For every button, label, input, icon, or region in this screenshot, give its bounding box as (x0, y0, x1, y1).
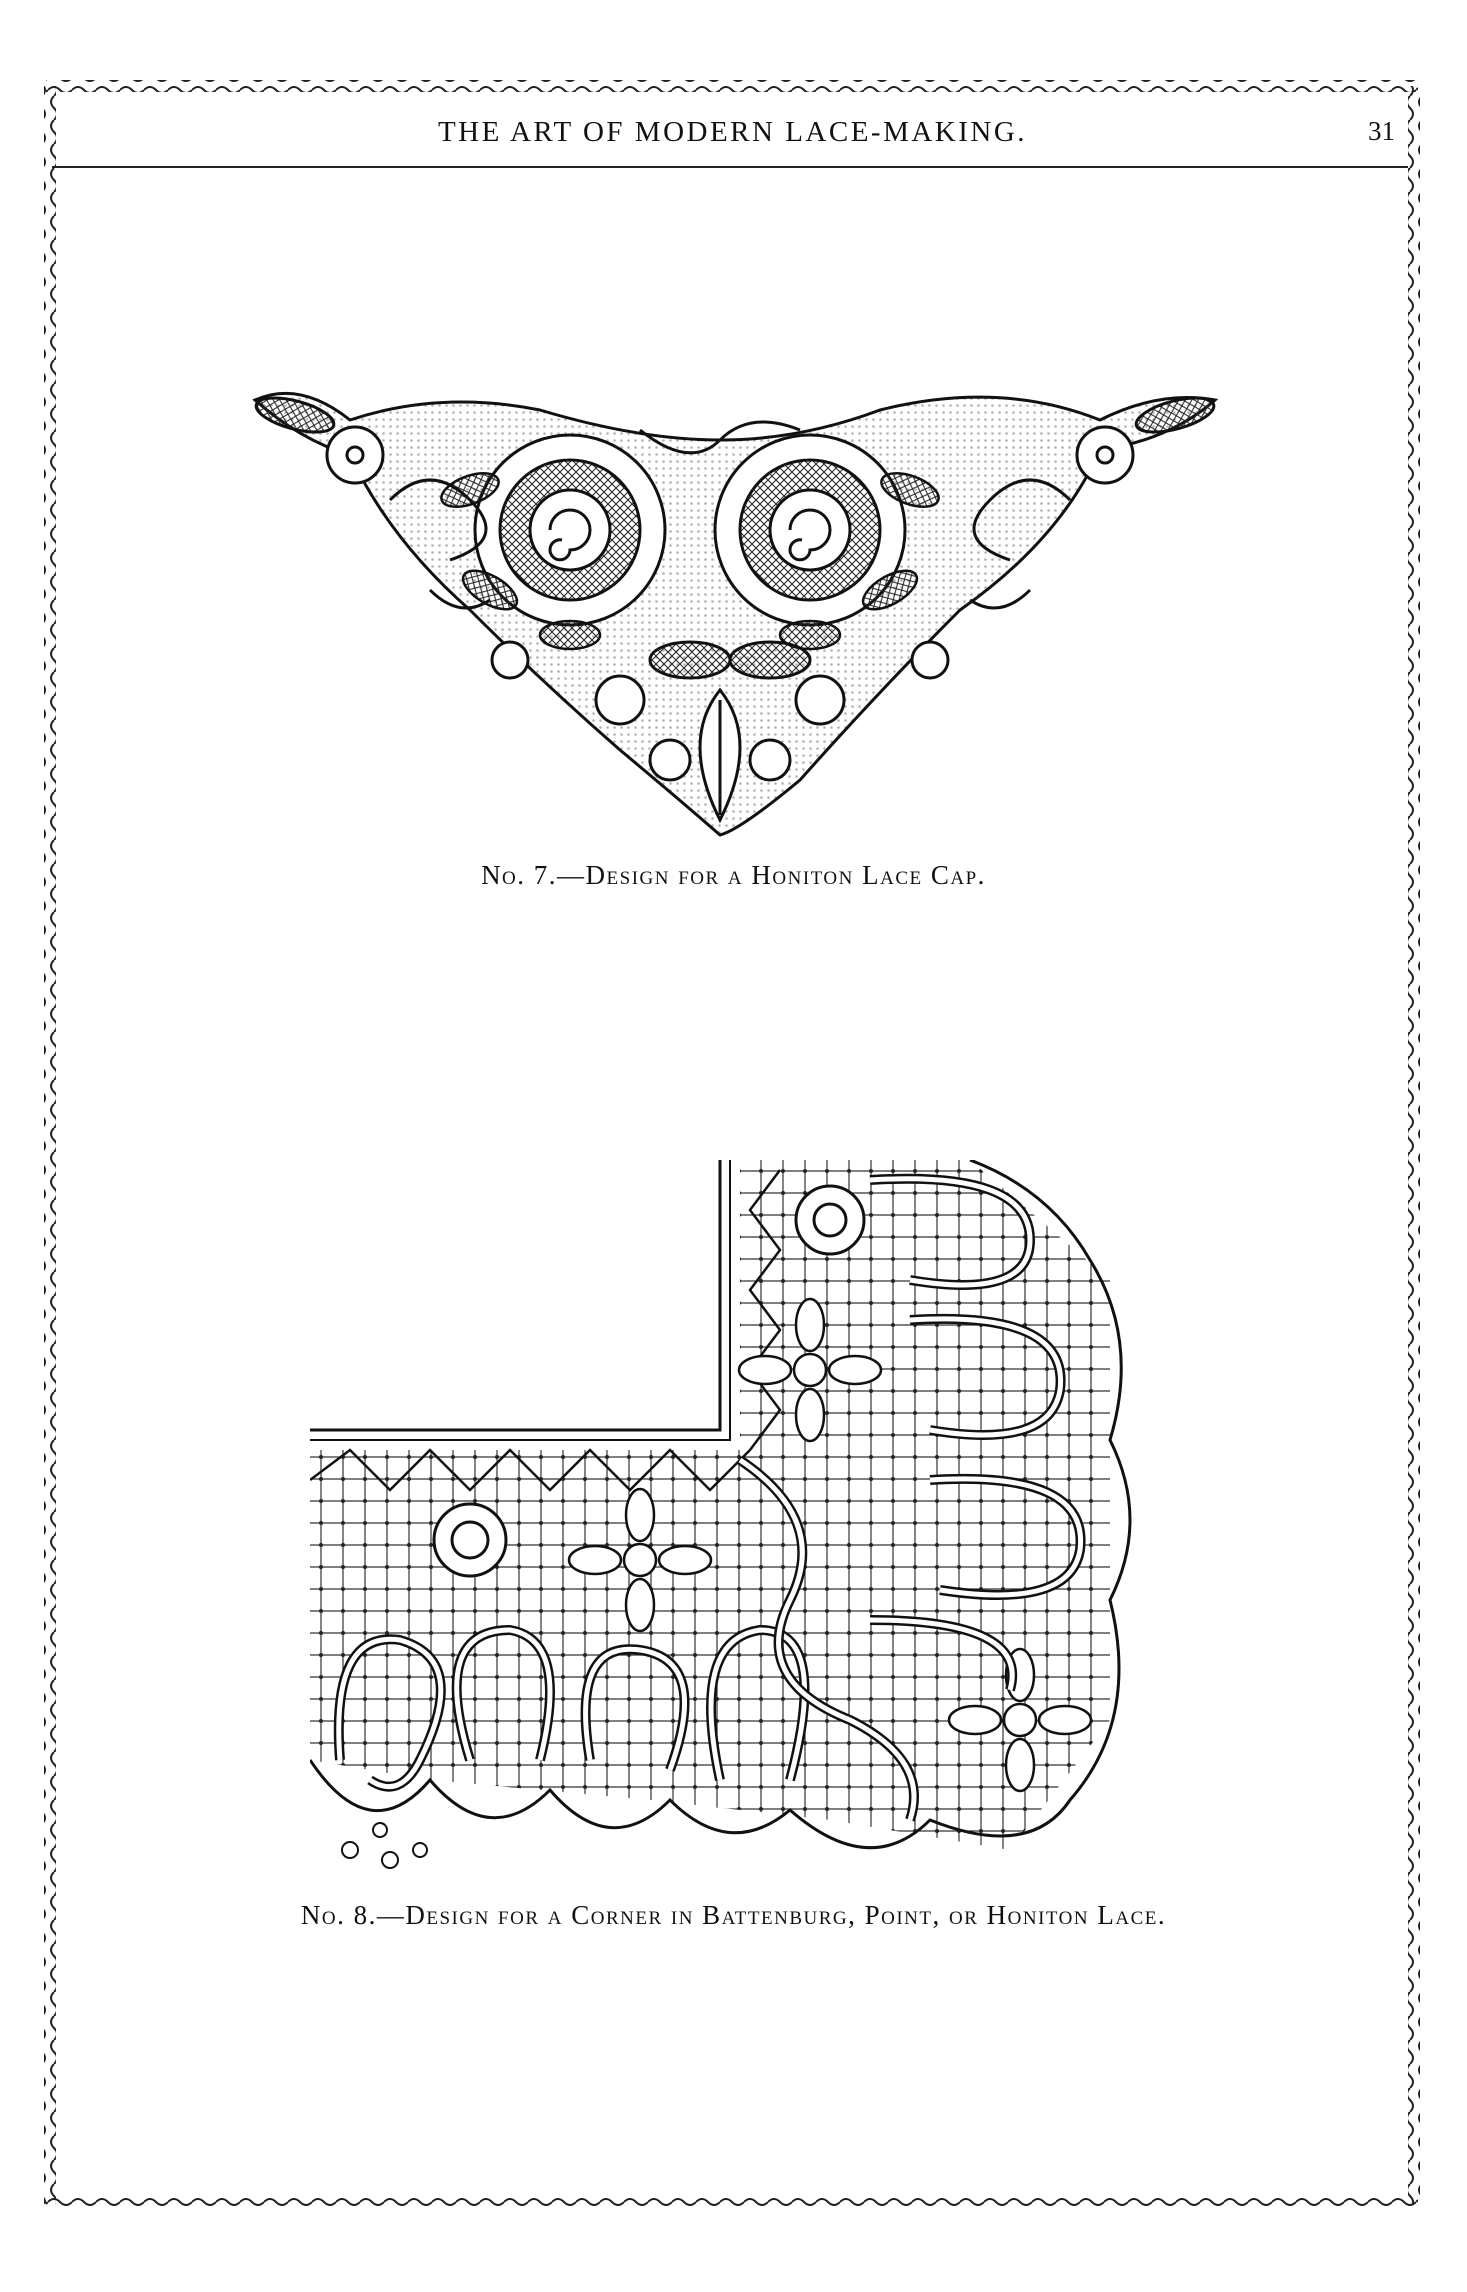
running-title: THE ART OF MODERN LACE-MAKING. (437, 116, 1028, 148)
figure-lace-corner (310, 1160, 1250, 1880)
running-head (60, 110, 1405, 160)
page-number: 31 (1368, 116, 1395, 146)
header-rule (52, 166, 1408, 168)
figure-honiton-lace-cap (240, 360, 1230, 840)
figure-7-caption: No. 7.—Design for a Honiton Lace Cap. (481, 860, 986, 890)
honiton-lace-cap-illustration (240, 360, 1230, 840)
figure-8-caption: No. 8.—Design for a Corner in Battenburg, Point, or Honiton Lace. (300, 1900, 1167, 1930)
lace-corner-illustration (310, 1160, 1250, 1880)
